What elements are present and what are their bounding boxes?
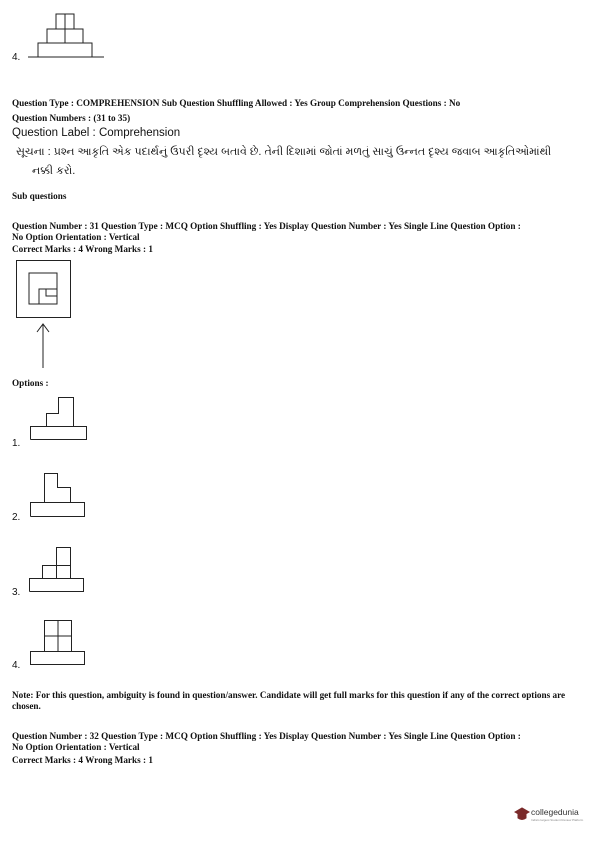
q31-marks: Correct Marks : 4 Wrong Marks : 1 <box>12 244 153 254</box>
q31-option-3-number: 3. <box>12 587 21 598</box>
instruction-line-2: નક્કી કરો. <box>32 165 76 177</box>
viewing-direction-arrow-icon <box>36 322 50 370</box>
graduation-cap-icon <box>514 806 530 822</box>
q31-option-3-figure[interactable] <box>29 547 89 593</box>
q31-option-4-number: 4. <box>12 660 21 671</box>
q31-ambiguity-note: Note: For this question, ambiguity is found in question/answer. Candidate will get full marks for this question if any of the correct options are chosen. <box>12 690 566 711</box>
question-label: Question Label : Comprehension <box>12 127 181 139</box>
instruction-line-1: સૂચના : પ્રશ્ન આકૃતિ એક પદાર્થનું ઉપરી દૃશ્ય બતાવે છે. તેની દિશામાં જોતાં મળતું સાચું ઉન્નત દૃશ્ય જવાબ આકૃતિઓમાંથી <box>16 146 552 158</box>
question-type-line: Question Type : COMPREHENSION Sub Question Shuffling Allowed : Yes Group Comprehension Questions : No <box>12 98 461 108</box>
question-numbers-line: Question Numbers : (31 to 35) <box>12 113 131 123</box>
watermark-brand: collegedunia <box>531 807 579 817</box>
prev-option-4-number: 4. <box>12 52 21 63</box>
q31-meta-line-2: No Option Orientation : Vertical <box>12 232 140 242</box>
q32-marks: Correct Marks : 4 Wrong Marks : 1 <box>12 755 153 765</box>
watermark-tagline: India's largest Student Review Platform <box>531 818 584 822</box>
q31-meta-line-1: Question Number : 31 Question Type : MCQ Option Shuffling : Yes Display Question Number : Yes Single Line Question Option : <box>12 221 521 231</box>
q31-option-4-figure[interactable] <box>30 620 90 666</box>
q32-meta-line-2: No Option Orientation : Vertical <box>12 742 140 752</box>
q31-options-label: Options : <box>12 378 49 388</box>
q31-option-2-figure[interactable] <box>30 473 90 517</box>
q32-meta-line-1: Question Number : 32 Question Type : MCQ Option Shuffling : Yes Display Question Number : Yes Single Line Question Option : <box>12 731 521 741</box>
q31-option-2-number: 2. <box>12 512 21 523</box>
q31-option-1-number: 1. <box>12 438 21 449</box>
q31-option-1-figure[interactable] <box>30 397 90 441</box>
q31-question-figure <box>16 260 76 320</box>
collegedunia-watermark <box>514 804 594 830</box>
sub-questions-label: Sub questions <box>12 191 67 201</box>
prev-option-4-figure <box>28 12 118 62</box>
